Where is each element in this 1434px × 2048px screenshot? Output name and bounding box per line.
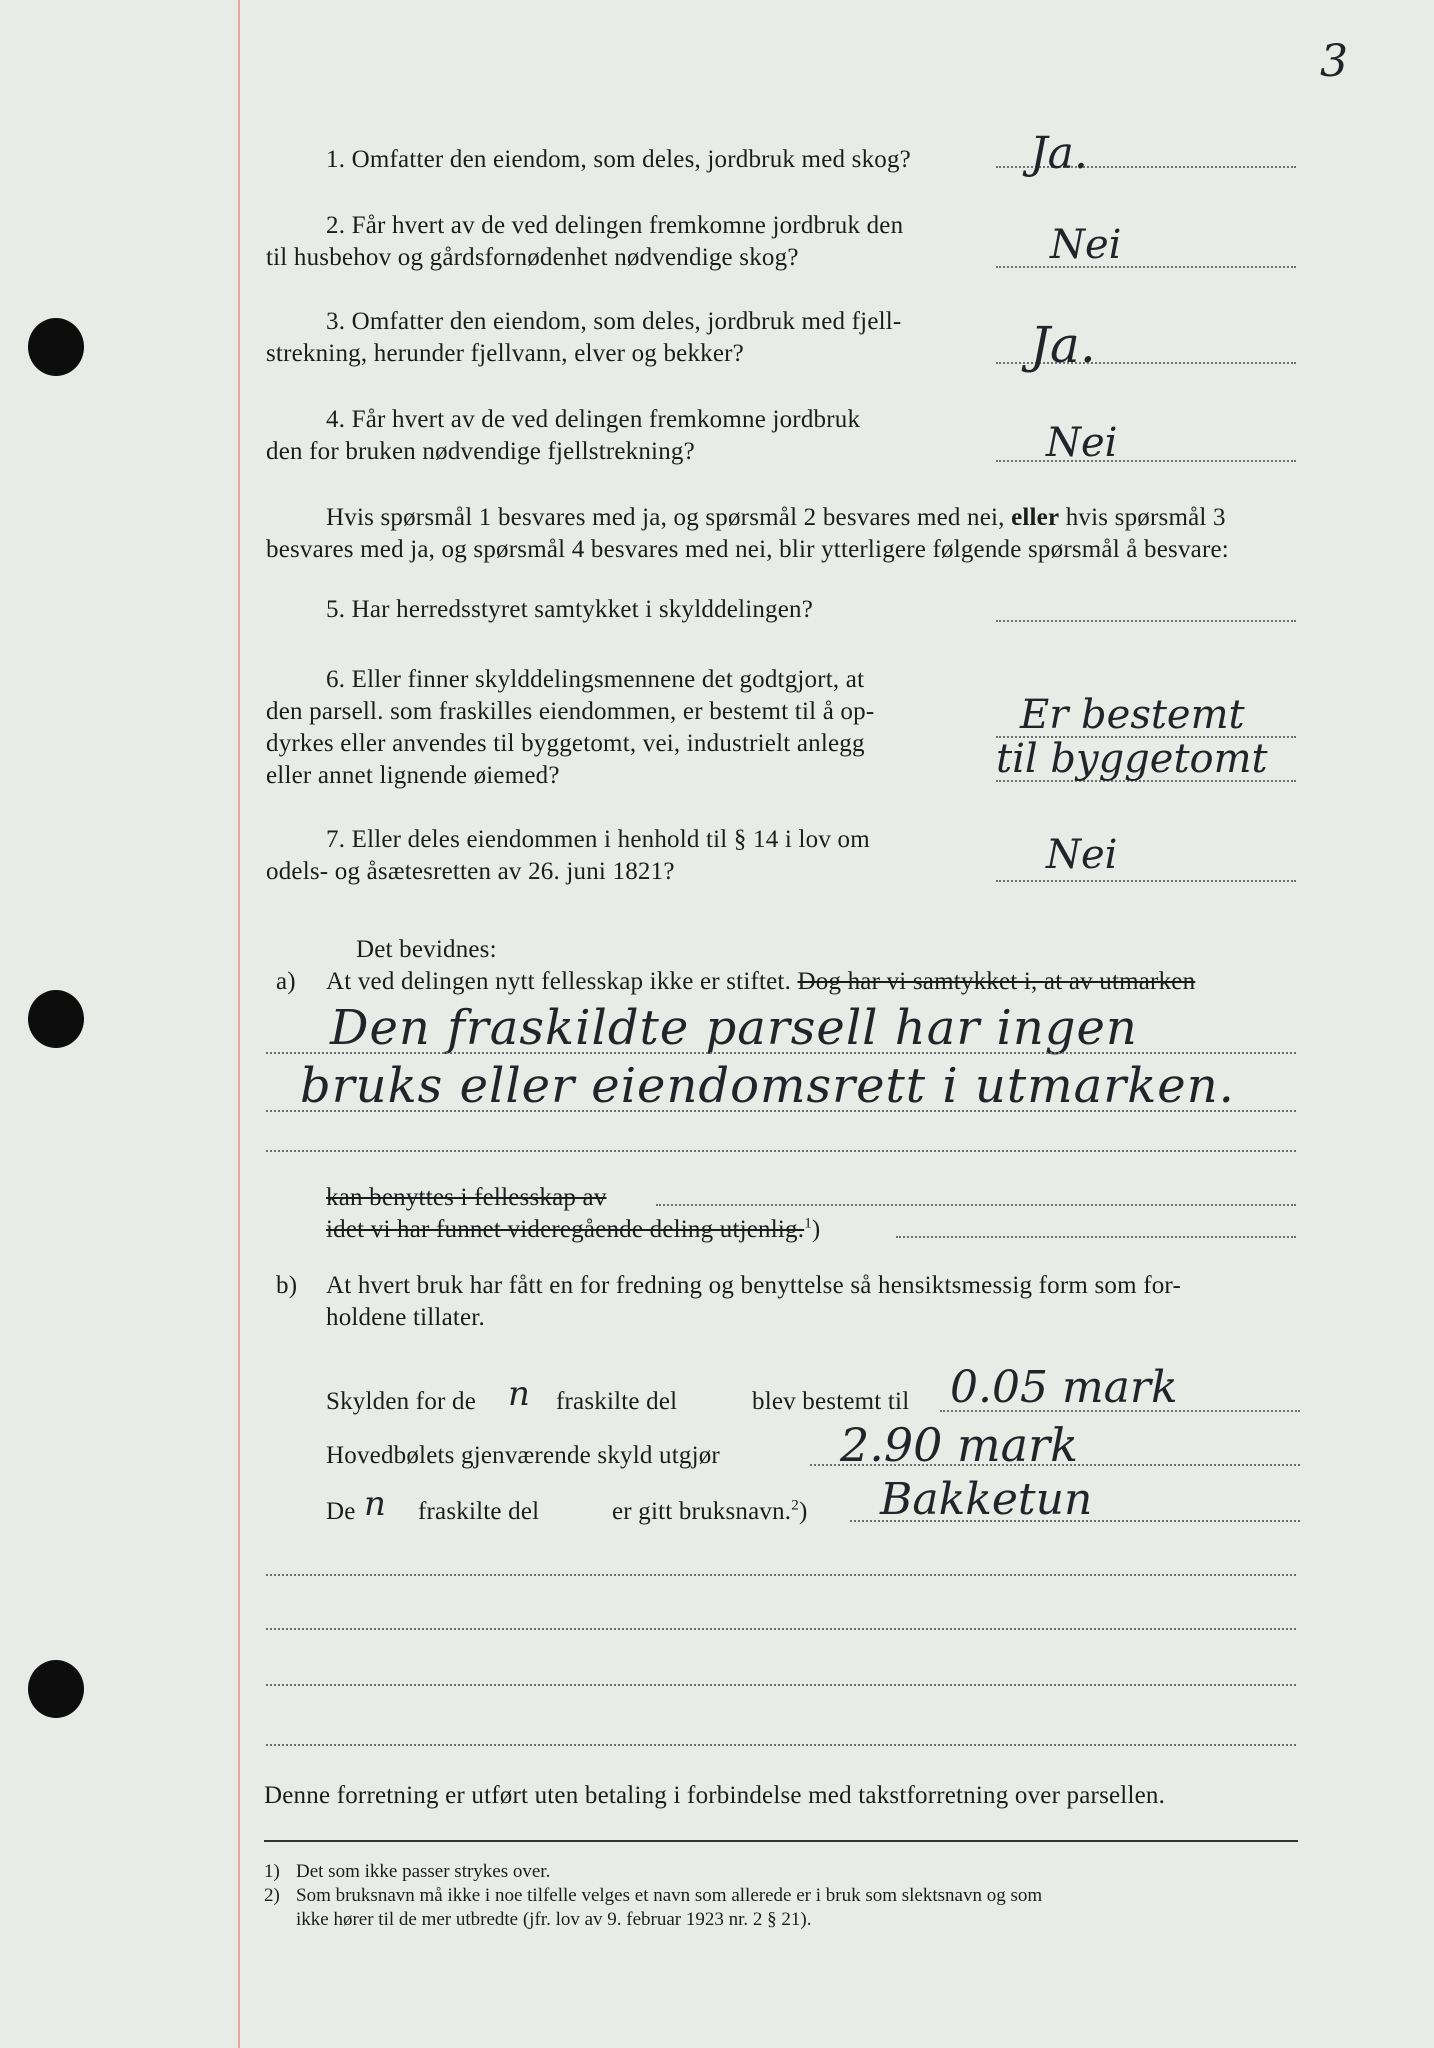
skyld-line-3-c: er gitt bruksnavn.$^2$) [612,1497,808,1525]
fill-line [266,1684,1296,1686]
struck-line-3: kan benyttes i fellesskap av [326,1184,607,1211]
struck-line-4: idet vi har funnet videregående deling utjenlig.$^1$) [326,1215,821,1243]
question-7-line-2: odels- og åsætesretten av 26. juni 1821? [266,858,675,885]
fill-line [266,1150,1296,1152]
conditional-line-2: besvares med ja, og spørsmål 4 besvares med nei, blir ytterligere følgende spørsmål å besvare: [266,536,1229,563]
question-3-line-2: strekning, herunder fjellvann, elver og bekker? [266,340,744,367]
question-1: 1. Omfatter den eiendom, som deles, jordbruk med skog? [326,146,911,173]
answer-6-line-1: Er bestemt [1020,692,1245,738]
fill-line [266,1744,1296,1746]
skyld-line-1-c: blev bestemt til [752,1388,910,1415]
skyld-hand-n-2: n [364,1484,386,1524]
answer-3: Ja. [1030,316,1096,374]
item-a-text: At ved delingen nytt fellesskap ikke er stiftet. Dog har vi samtykket i, at av utmarken [326,968,1196,995]
answer-line [996,620,1296,622]
fill-line [656,1204,1296,1206]
question-3-line-1: 3. Omfatter den eiendom, som deles, jordbruk med fjell- [326,308,902,335]
question-2-line-2: til husbehov og gårdsfornødenhet nødvendige skog? [266,244,799,271]
fill-line [266,1110,1296,1112]
footnote-2-line-2: ikke hører til de mer utbredte (jfr. lov av 9. februar 1923 nr. 2 § 21). [296,1909,812,1930]
item-b-label: b) [276,1272,298,1299]
answer-7: Nei [1046,832,1118,878]
page-number: 3 [1320,36,1348,87]
fill-line [896,1236,1296,1238]
answer-1: Ja. [1030,128,1088,179]
skyld-line-1: Skylden for de [326,1388,476,1415]
question-7-line-1: 7. Eller deles eiendommen i henhold til § 14 i lov om [326,826,870,853]
answer-line [996,266,1296,268]
item-b-line-2: holdene tillater. [326,1304,485,1331]
question-2-line-1: 2. Får hvert av de ved delingen fremkomne jordbruk den [326,212,904,239]
punch-hole [28,1660,84,1718]
question-4-line-1: 4. Får hvert av de ved delingen fremkomne jordbruk [326,406,861,433]
footnote-1-mark: 1) [264,1861,280,1882]
fill-line [266,1052,1296,1054]
item-a-label: a) [276,968,296,995]
skyld-answer-1: 0.05 mark [950,1362,1178,1413]
margin-rule [238,0,240,2048]
skyld-line-1-b: fraskilte del [556,1388,678,1415]
punch-hole [28,318,84,376]
skyld-answer-2: 2.90 mark [840,1418,1078,1472]
question-6-line-1: 6. Eller finner skylddelingsmennene det godtgjort, at [326,666,865,693]
answer-2: Nei [1050,222,1122,268]
skyld-line-3-a: De [326,1498,356,1525]
skyld-line-3-b: fraskilte del [418,1498,540,1525]
footnote-2-line-1: Som bruksnavn må ikke i noe tilfelle velges et navn som allerede er i bruk som slektsnavn og som [296,1885,1043,1906]
footnote-1: Det som ikke passer strykes over. [296,1861,551,1882]
closing-statement: Denne forretning er utført uten betaling i forbindelse med takstforretning over parsellen. [264,1782,1166,1809]
fill-line [266,1628,1296,1630]
punch-hole [28,990,84,1048]
answer-line [996,460,1296,462]
handwritten-line-1: Den fraskildte parsell har ingen [330,1000,1138,1056]
bruksnavn-answer: Bakketun [880,1474,1093,1525]
answer-4: Nei [1046,420,1118,466]
question-6-line-4: eller annet lignende øiemed? [266,762,560,789]
question-6-line-3: dyrkes eller anvendes til byggetomt, vei, industrielt anlegg [266,730,865,757]
answer-6-line-2: til byggetomt [996,736,1268,782]
handwritten-line-2: bruks eller eiendomsrett i utmarken. [300,1058,1235,1114]
footnote-divider [264,1840,1298,1842]
footnote-2-mark: 2) [264,1885,280,1906]
item-b-line-1: At hvert bruk har fått en for fredning og benyttelse så hensiktsmessig form som for- [326,1272,1181,1299]
question-4-line-2: den for bruken nødvendige fjellstrekning? [266,438,695,465]
skyld-line-2: Hovedbølets gjenværende skyld utgjør [326,1442,720,1469]
question-5: 5. Har herredsstyret samtykket i skylddelingen? [326,596,814,623]
answer-line [996,880,1296,882]
skyld-hand-n-1: n [508,1374,530,1414]
conditional-line-1: Hvis spørsmål 1 besvares med ja, og spørsmål 2 besvares med nei, eller hvis spørsmål 3 [326,504,1226,531]
question-6-line-2: den parsell. som fraskilles eiendommen, er bestemt til å op- [266,698,875,725]
fill-line [266,1574,1296,1576]
bevidnes-heading: Det bevidnes: [356,936,497,963]
